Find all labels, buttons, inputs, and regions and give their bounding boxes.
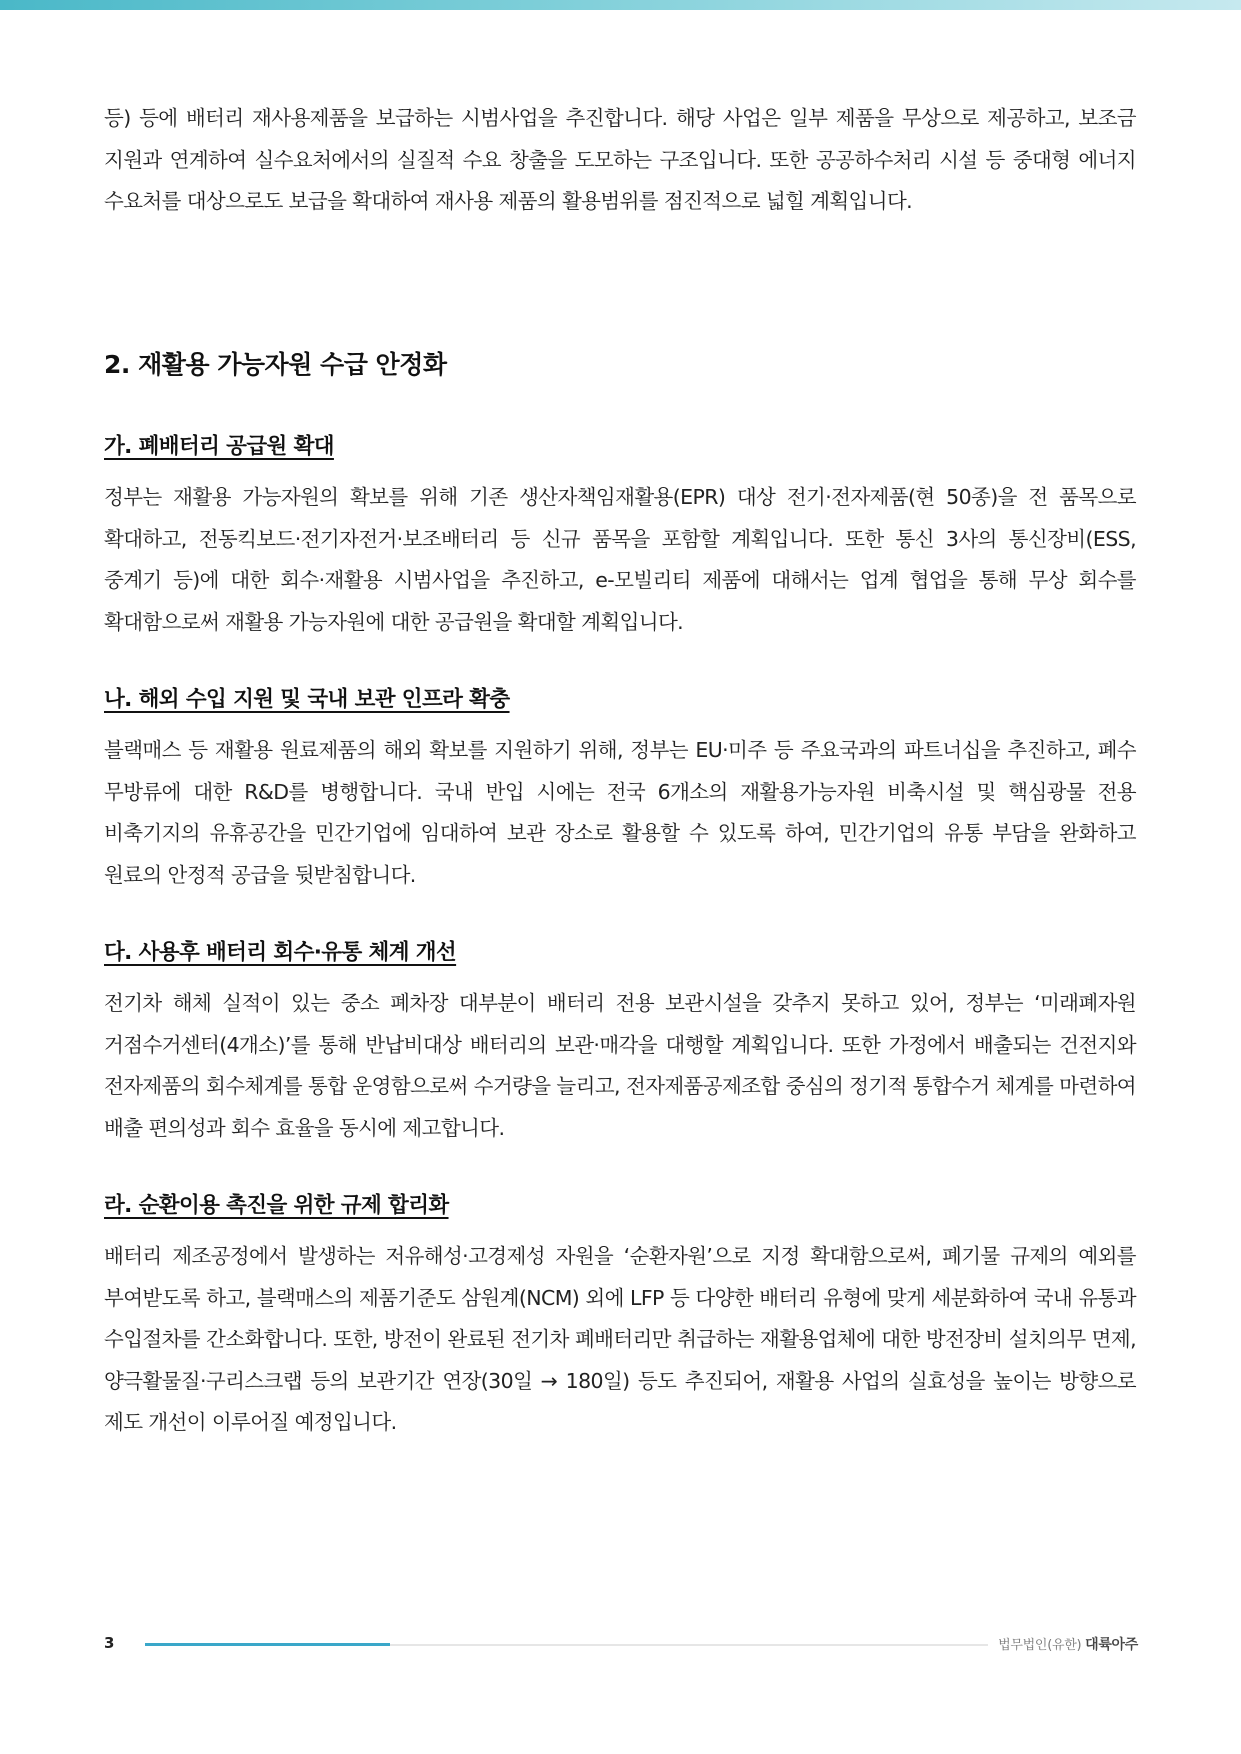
subsection-body-da: 전기차 해체 실적이 있는 중소 폐차장 대부분이 배터리 전용 보관시설을 갖추지 못하고 있어, 정부는 ‘미래폐자원 거점수거센터(4개소)’를 통해 반납비대상 배터리의 보관·매각을 대행할 계획입니다. 또한 가정에서 배출되는 건전지와 전자제품의 회수체계를 통합 운영함으로써 수거량을 늘리고, 전자제품공제조합 중심의 정기적 통합수거 체계를 마련하여 배출 편의성과 회수 효율을 동시에 제고합니다. [104, 991, 1136, 1140]
subsection-body-na: 블랙매스 등 재활용 원료제품의 해외 확보를 지원하기 위해, 정부는 EU·미주 등 주요국과의 파트너십을 추진하고, 폐수 무방류에 대한 R&D를 병행합니다. 국내 반입 시에는 전국 6개소의 재활용가능자원 비축시설 및 핵심광물 전용 비축기지의 유휴공간을 민간기업에 임대하여 보관 장소로 활용할 수 있도록 하여, 민간기업의 유통 부담을 완화하고 원료의 안정적 공급을 뒷받침합니다. [104, 738, 1136, 887]
footer-progress-accent [145, 1643, 390, 1646]
page-footer [0, 1630, 1241, 1660]
firm-name [998, 1634, 1138, 1654]
firm-prefix: 법무법인(유한) [998, 1638, 1082, 1653]
page-number: 3 [104, 1634, 115, 1652]
subsection-body-ra: 배터리 제조공정에서 발생하는 저유해성·고경제성 자원을 ‘순환자원’으로 지정 확대함으로써, 폐기물 규제의 예외를 부여받도록 하고, 블랙매스의 제품기준도 삼원계(NCM) 외에 LFP 등 다양한 배터리 유형에 맞게 세분화하여 국내 유통과 수입절차를 간소화합니다. 또한, 방전이 완료된 전기차 폐배터리만 취급하는 재활용업체에 대한 방전장비 설치의무 면제, 양극활물질·구리스크랩 등의 보관기간 연장(30일 → 180일) 등도 추진되어, 재활용 사업의 실효성을 높이는 방향으로 제도 개선이 이루어질 예정입니다. [104, 1244, 1136, 1434]
subsection-heading-na: 나. 해외 수입 지원 및 국내 보관 인프라 확충 [104, 687, 510, 712]
subsection-heading-ra: 라. 순환이용 촉진을 위한 규제 합리화 [104, 1193, 449, 1218]
top-accent-bar [0, 0, 1241, 10]
subsection-heading-ga: 가. 폐배터리 공급원 확대 [104, 434, 334, 459]
intro-paragraph: 등) 등에 배터리 재사용제품을 보급하는 시범사업을 추진합니다. 해당 사업은 일부 제품을 무상으로 제공하고, 보조금 지원과 연계하여 실수요처에서의 실질적 수요 창출을 도모하는 구조입니다. 또한 공공하수처리 시설 등 중대형 에너지 수요처를 대상으로도 보급을 확대하여 재사용 제품의 활용범위를 점진적으로 넓힐 계획입니다. [104, 106, 1136, 213]
subsection-heading-da: 다. 사용후 배터리 회수·유통 체계 개선 [104, 940, 457, 965]
subsection-body-ga: 정부는 재활용 가능자원의 확보를 위해 기존 생산자책임재활용(EPR) 대상 전기·전자제품(현 50종)을 전 품목으로 확대하고, 전동킥보드·전기자전거·보조배터리 등 신규 품목을 포함할 계획입니다. 또한 통신 3사의 통신장비(ESS, 중계기 등)에 대한 회수·재활용 시범사업을 추진하고, e-모빌리티 제품에 대해서는 업계 협업을 통해 무상 회수를 확대함으로써 재활용 가능자원에 대한 공급원을 확대할 계획입니다. [104, 485, 1136, 634]
section-title: 2. 재활용 가능자원 수급 안정화 [104, 350, 447, 379]
firm-brand: 대륙아주 [1085, 1637, 1138, 1653]
